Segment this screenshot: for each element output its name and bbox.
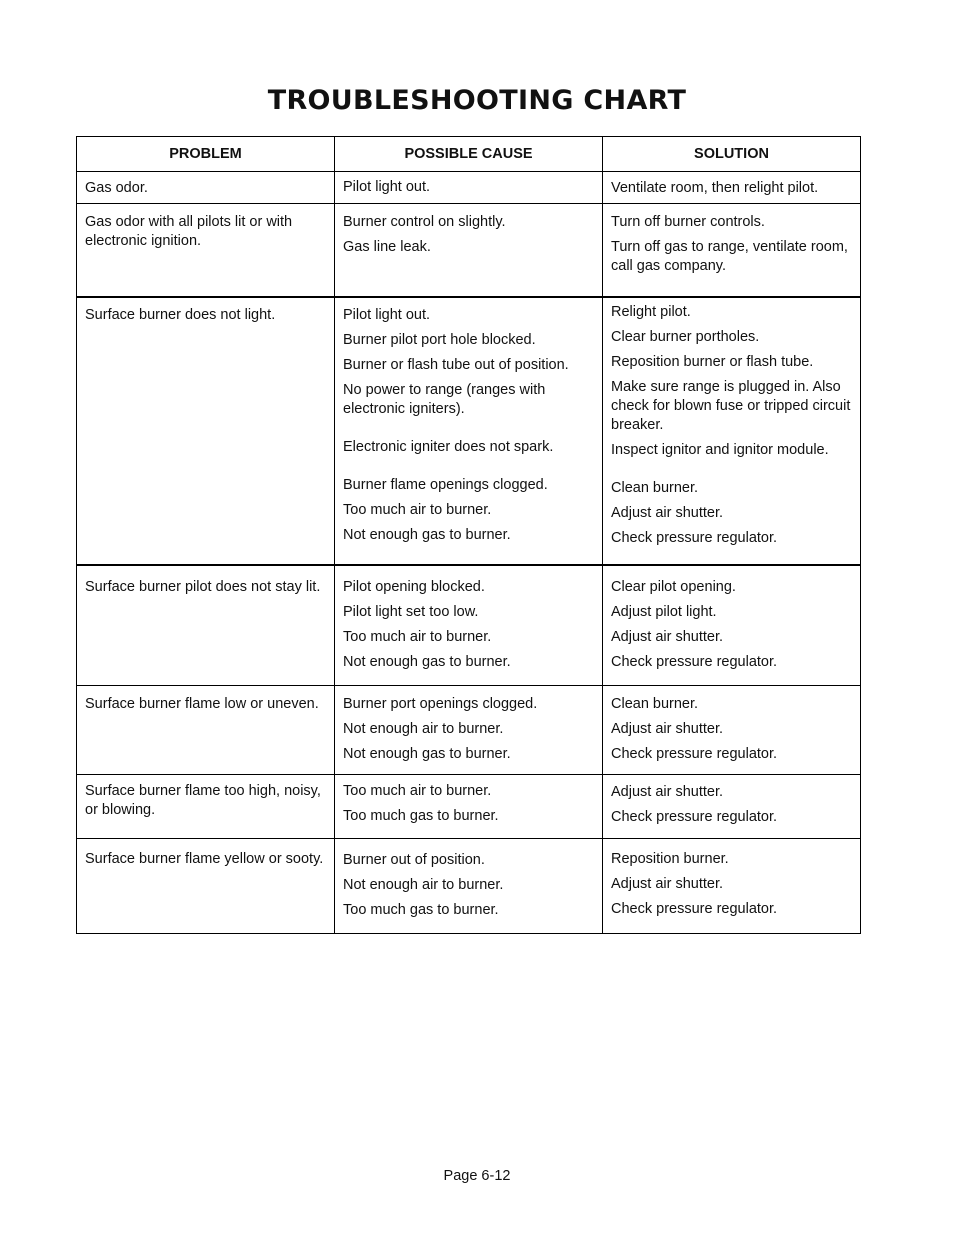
cause-text: Burner or flash tube out of position. [343, 356, 569, 373]
cause-text: Too much air to burner. [343, 501, 492, 518]
problem-cell [77, 204, 335, 297]
header-possible-cause: POSSIBLE CAUSE [335, 137, 603, 172]
cause-text: Not enough gas to burner. [343, 746, 511, 762]
table-row [77, 686, 861, 775]
cause-text: Not enough air to burner. [343, 877, 504, 893]
cause-cell [335, 172, 603, 204]
table-row [77, 839, 861, 934]
table-row [77, 297, 861, 565]
problem-text: Gas odor with all pilots lit or with electronic ignition. [85, 214, 293, 249]
troubleshooting-table [76, 136, 860, 934]
solution-text: Clear burner portholes. [611, 328, 760, 345]
solution-text: Clean burner. [611, 479, 699, 496]
cause-text: Too much air to burner. [343, 783, 492, 799]
problem-cell [77, 297, 335, 565]
cause-text: Too much gas to burner. [343, 808, 499, 824]
cause-text: Burner flame openings clogged. [343, 476, 548, 493]
solution-text: Adjust pilot light. [611, 603, 717, 620]
page-title: TROUBLESHOOTING CHART [267, 85, 687, 116]
solution-cell [603, 686, 861, 775]
cause-text: Burner port openings clogged. [343, 696, 538, 712]
solution-cell [603, 297, 861, 565]
solution-text: Adjust air shutter. [611, 876, 724, 892]
problem-cell [77, 686, 335, 775]
header-solution: SOLUTION [603, 137, 861, 172]
cause-text: Too much gas to burner. [343, 902, 499, 918]
cause-text: Not enough gas to burner. [343, 653, 511, 670]
cause-text: Pilot light out. [343, 179, 431, 195]
solution-text: Clean burner. [611, 696, 699, 712]
problem-text: Surface burner does not light. [85, 306, 276, 323]
solution-cell [603, 775, 861, 839]
solution-text: Inspect ignitor and ignitor module. [611, 441, 829, 458]
solution-text: Ventilate room, then relight pilot. [611, 180, 819, 196]
solution-text: Relight pilot. [611, 303, 691, 320]
problem-cell [77, 172, 335, 204]
cause-text: Pilot light out. [343, 306, 431, 323]
cause-text: Burner pilot port hole blocked. [343, 331, 536, 348]
solution-text: Check pressure regulator. [611, 901, 778, 917]
solution-cell [603, 839, 861, 934]
solution-text: Make sure range is plugged in. Also check for blown fuse or tripped circuit breaker. [611, 378, 851, 433]
cause-cell [335, 686, 603, 775]
solution-text: Check pressure regulator. [611, 746, 778, 762]
solution-text: Adjust air shutter. [611, 628, 724, 645]
header-problem: PROBLEM [77, 137, 335, 172]
cause-cell [335, 839, 603, 934]
cause-text: No power to range (ranges with electronic igniters). [343, 381, 546, 417]
solution-text: Check pressure regulator. [611, 653, 778, 670]
cause-cell [335, 565, 603, 686]
solution-text: Reposition burner. [611, 851, 729, 867]
problem-cell [77, 839, 335, 934]
solution-text: Adjust air shutter. [611, 721, 724, 737]
problem-text: Gas odor. [85, 180, 148, 196]
solution-text: Check pressure regulator. [611, 529, 778, 546]
table-row [77, 775, 861, 839]
cause-text: Pilot opening blocked. [343, 578, 485, 595]
problem-text: Surface burner flame low or uneven. [85, 696, 319, 712]
solution-cell [603, 565, 861, 686]
problem-cell [77, 775, 335, 839]
cause-text: Electronic igniter does not spark. [343, 438, 554, 455]
table-row [77, 204, 861, 297]
table-row [77, 172, 861, 204]
solution-text: Adjust air shutter. [611, 504, 724, 521]
solution-cell [603, 172, 861, 204]
solution-text: Clear pilot opening. [611, 578, 736, 595]
cause-cell [335, 775, 603, 839]
solution-text: Check pressure regulator. [611, 809, 778, 825]
solution-text: Reposition burner or flash tube. [611, 353, 814, 370]
cause-text: Gas line leak. [343, 239, 431, 255]
solution-text: Turn off burner controls. [611, 214, 765, 230]
table-header-row [77, 137, 861, 172]
cause-text: Burner control on slightly. [343, 214, 506, 230]
problem-cell [77, 565, 335, 686]
table-row [77, 565, 861, 686]
problem-text: Surface burner flame too high, noisy, or blowing. [85, 783, 321, 818]
problem-text: Surface burner pilot does not stay lit. [85, 578, 321, 595]
solution-cell [603, 204, 861, 297]
cause-text: Not enough air to burner. [343, 721, 504, 737]
solution-text: Adjust air shutter. [611, 784, 724, 800]
problem-text: Surface burner flame yellow or sooty. [85, 851, 324, 867]
cause-text: Pilot light set too low. [343, 603, 479, 620]
solution-text: Turn off gas to range, ventilate room, call gas company. [611, 239, 848, 274]
cause-cell [335, 297, 603, 565]
cause-text: Too much air to burner. [343, 628, 492, 645]
cause-text: Burner out of position. [343, 852, 485, 868]
cause-cell [335, 204, 603, 297]
page-number: Page 6-12 [443, 1168, 511, 1184]
cause-text: Not enough gas to burner. [343, 526, 511, 543]
